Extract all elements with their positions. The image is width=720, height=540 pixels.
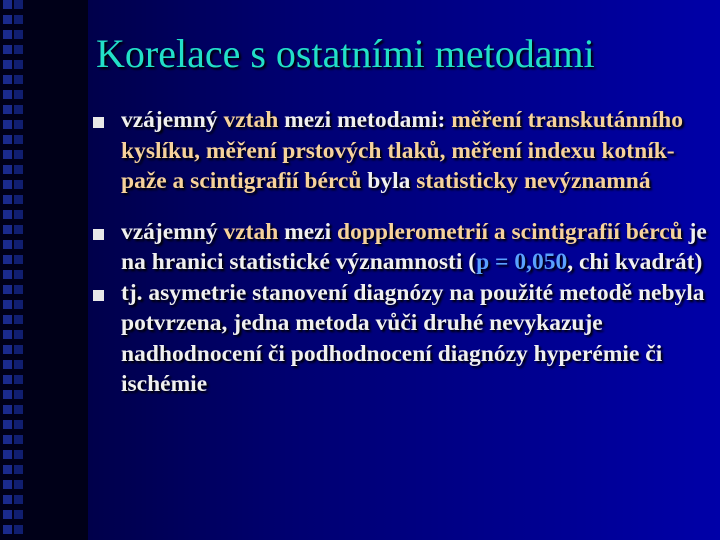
- decor-square: [3, 420, 12, 429]
- bullet-item-3: [88, 278, 718, 400]
- decor-square: [3, 165, 12, 174]
- bullet-text-3: tj. asymetrie stanovení diagnózy na použité metodě nebyla potvrzena, jedna metoda vůči druhé nevykazuje nadhodnocení či podhodnocení diagnózy hyperémie či ischémie: [121, 279, 705, 397]
- decor-square: [3, 390, 12, 399]
- decor-square: [3, 525, 12, 534]
- decor-square: [3, 15, 12, 24]
- decor-square: [3, 150, 12, 159]
- decor-square: [3, 60, 12, 69]
- decor-square: [3, 435, 12, 444]
- decor-square: [3, 465, 12, 474]
- decor-square: [3, 405, 12, 414]
- decor-square: [3, 255, 12, 264]
- decor-square: [3, 480, 12, 489]
- bullet-item-2: [88, 217, 718, 278]
- decor-square: [3, 510, 12, 519]
- decor-square: [3, 375, 12, 384]
- decor-square: [3, 105, 12, 114]
- slide-title: Korelace s ostatními metodami: [96, 31, 595, 76]
- bullet-marker-icon: [93, 229, 104, 240]
- bullet-marker-icon: [93, 117, 104, 128]
- decor-square: [3, 30, 12, 39]
- decor-square: [3, 450, 12, 459]
- decor-square: [3, 360, 12, 369]
- decor-square: [3, 0, 12, 9]
- decor-square: [3, 495, 12, 504]
- decor-squares: [3, 0, 25, 540]
- bullet-item-1: [88, 105, 718, 197]
- decor-square: [3, 90, 12, 99]
- decor-square: [3, 270, 12, 279]
- bullet-text-1: vzájemný vztah mezi metodami: měření transkutánního kyslíku, měření prstových tlaků, měření indexu kotník-paže a scintigrafií bérců byla statisticky nevýznamná: [121, 107, 683, 194]
- decor-square: [3, 135, 12, 144]
- decor-square: [3, 225, 12, 234]
- decor-square: [3, 45, 12, 54]
- decor-square: [3, 180, 12, 189]
- decor-square: [3, 195, 12, 204]
- decor-square: [3, 210, 12, 219]
- decor-square: [3, 120, 12, 129]
- decor-square: [3, 240, 12, 249]
- decor-square: [3, 285, 12, 294]
- bullet-list: [88, 105, 718, 400]
- decor-square: [3, 345, 12, 354]
- decor-square: [3, 75, 12, 84]
- bullet-marker-icon: [93, 290, 104, 301]
- decor-square: [3, 300, 12, 309]
- decor-square: [3, 330, 12, 339]
- decor-square: [3, 315, 12, 324]
- bullet-text-2: vzájemný vztah mezi dopplerometrií a scintigrafií bérců je na hranici statistické významnosti (p = 0,050, chi kvadrát): [121, 218, 707, 275]
- left-decor-strip: [0, 0, 88, 540]
